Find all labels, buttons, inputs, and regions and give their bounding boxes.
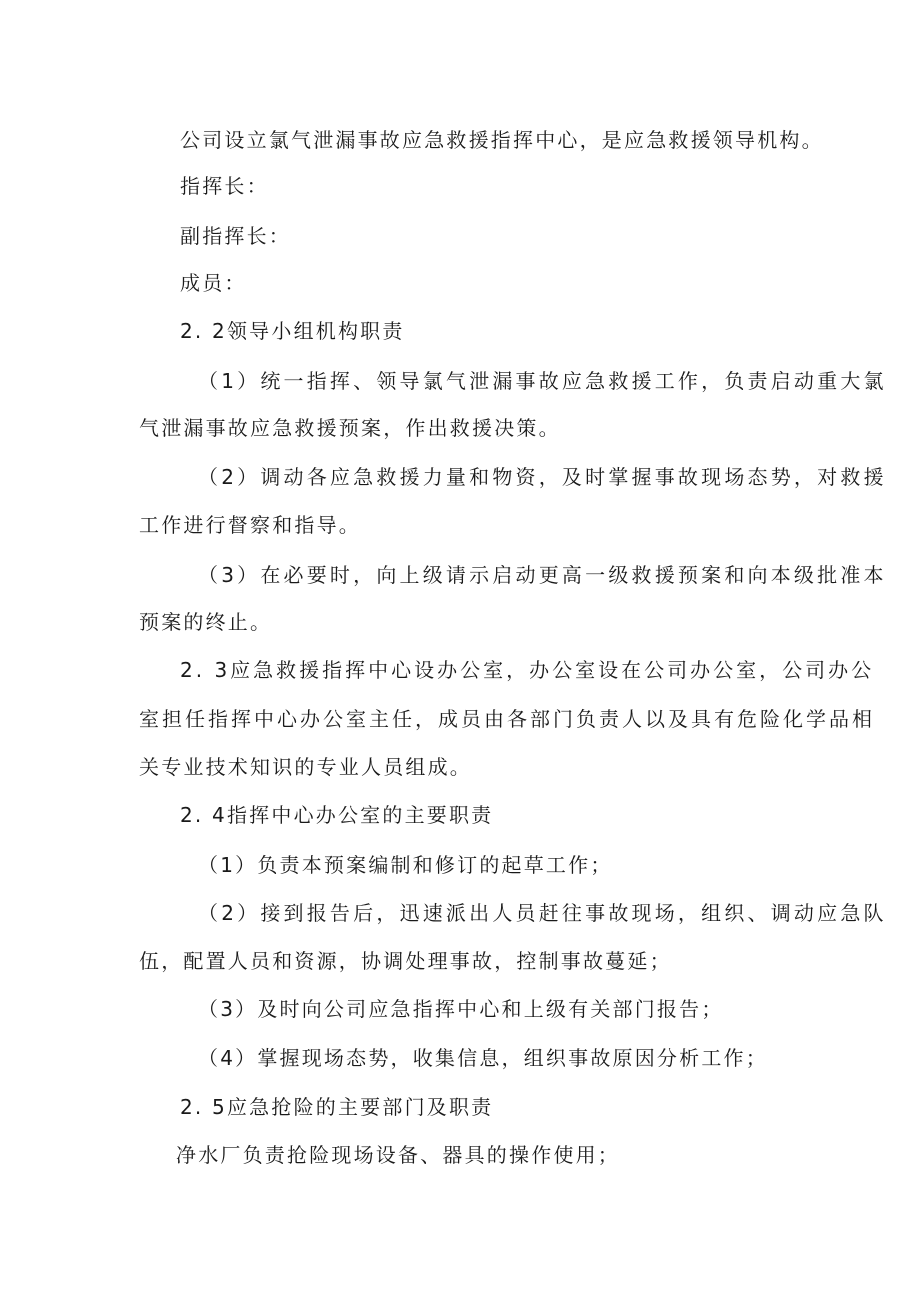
paragraph-line: （1）统一指挥、领导氯气泄漏事故应急救援工作，负责启动重大氯: [198, 369, 887, 393]
paragraph-line: 指挥长：: [180, 174, 269, 198]
paragraph-line: 预案的终止。: [139, 610, 273, 634]
paragraph-line: （1）负责本预案编制和修订的起草工作；: [198, 853, 613, 877]
paragraph-line: 关专业技术知识的专业人员组成。: [139, 755, 472, 779]
section-heading: 2. 3应急救援指挥中心设办公室，办公室设在公司办公室，公司办公: [180, 658, 875, 682]
paragraph-line: （4）掌握现场态势，收集信息，组织事故原因分析工作；: [198, 1046, 768, 1070]
paragraph-line: 净水厂负责抢险现场设备、器具的操作使用；: [176, 1143, 620, 1167]
paragraph-line: 成员：: [180, 271, 247, 295]
paragraph-line: 公司设立氯气泄漏事故应急救援指挥中心，是应急救援领导机构。: [180, 128, 824, 152]
paragraph-line: （2）接到报告后，迅速派出人员赶往事故现场，组织、调动应急队: [198, 901, 887, 925]
paragraph-line: 工作进行督察和指导。: [139, 513, 361, 537]
paragraph-line: （3）在必要时，向上级请示启动更高一级救援预案和向本级批准本: [198, 563, 887, 587]
section-heading: 2. 4指挥中心办公室的主要职责: [180, 803, 494, 827]
paragraph-line: 伍，配置人员和资源，协调处理事故，控制事故蔓延；: [139, 949, 672, 973]
paragraph-line: 气泄漏事故应急救援预案，作出救援决策。: [139, 416, 561, 440]
paragraph-line: （2）调动各应急救援力量和物资，及时掌握事故现场态势，对救援: [198, 465, 887, 489]
section-heading: 2. 2领导小组机构职责: [180, 319, 405, 343]
paragraph-line: （3）及时向公司应急指挥中心和上级有关部门报告；: [198, 997, 724, 1021]
paragraph-line: 副指挥长：: [180, 224, 291, 248]
section-heading: 2. 5应急抢险的主要部门及职责: [180, 1095, 494, 1119]
paragraph-line: 室担任指挥中心办公室主任，成员由各部门负责人以及具有危险化学品相: [139, 707, 875, 731]
